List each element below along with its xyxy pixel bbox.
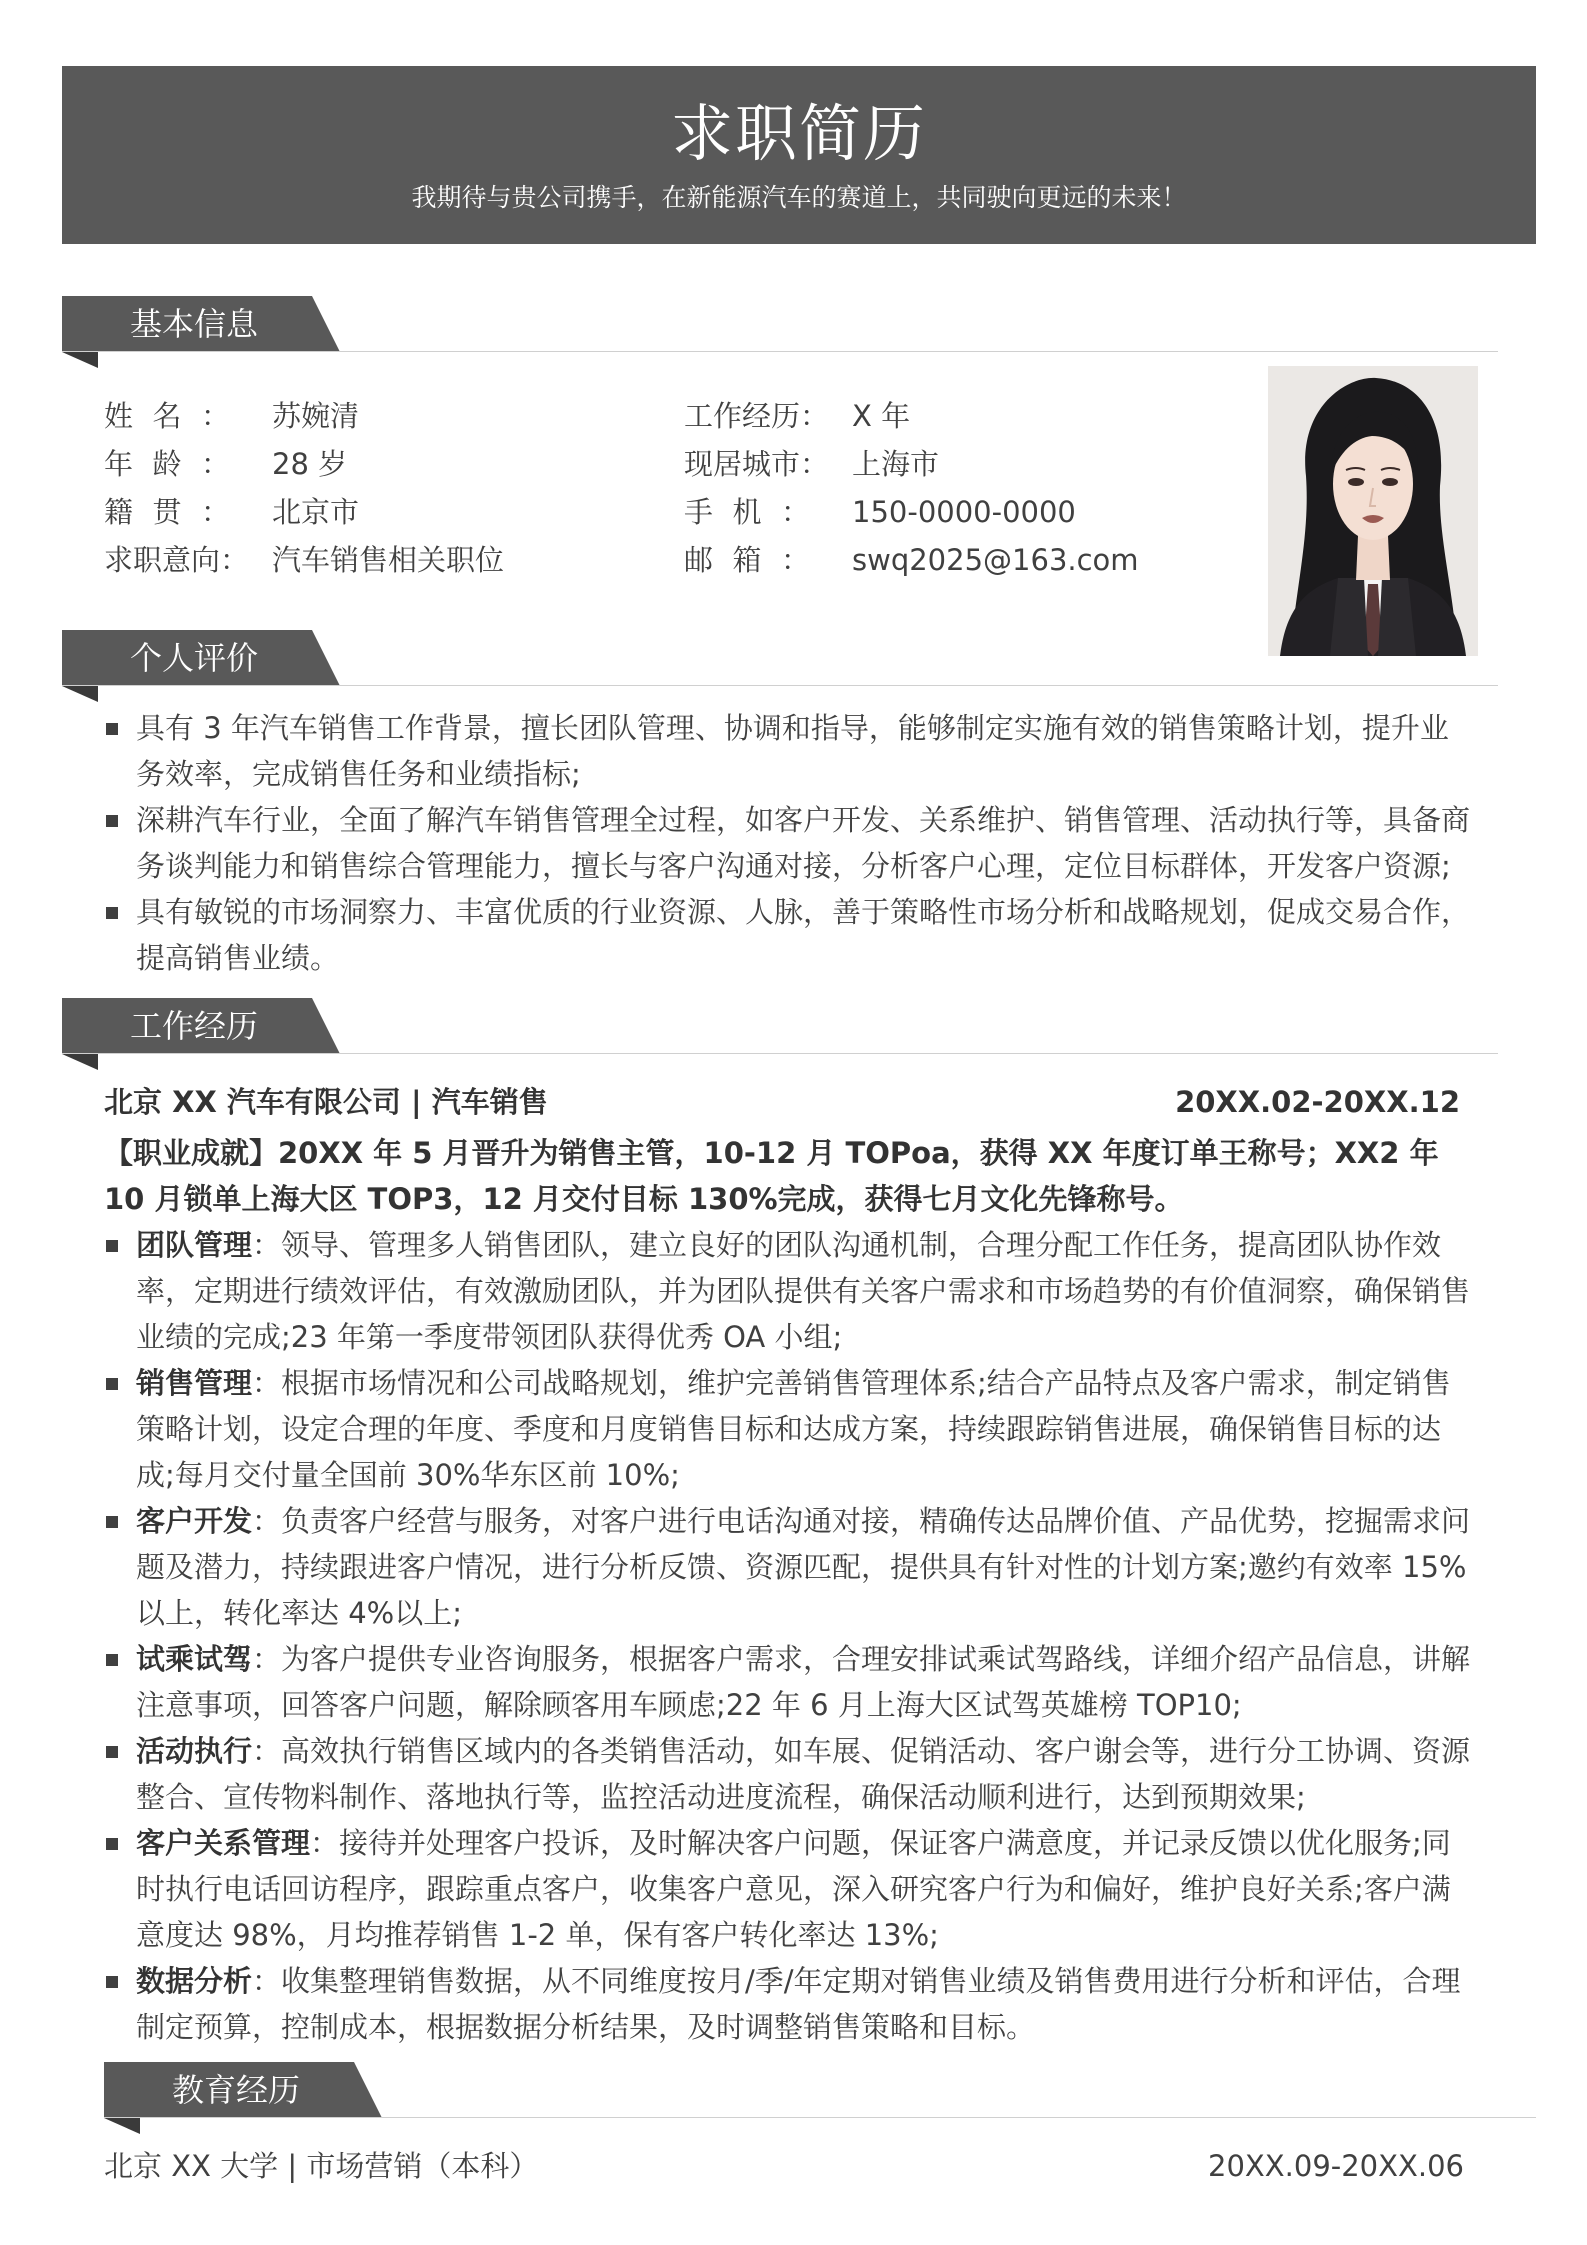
list-item: [104, 1636, 1476, 1728]
info-value: 150-0000-0000: [852, 495, 1076, 529]
list-item: [104, 1498, 1476, 1636]
duty-title: 客户开发: [136, 1504, 253, 1538]
section-tab-fold: [62, 352, 98, 368]
duty-title: 试乘试驾: [136, 1642, 253, 1676]
evaluation-list: [104, 705, 1476, 981]
duty-text: ：高效执行销售区域内的各类销售活动，如车展、促销活动、客户谢会等，进行分工协调、资源整合、宣传物料制作、落地执行等，监控活动进度流程，确保活动顺利进行，达到预期效果;: [136, 1734, 1471, 1814]
section-title-education: 教育经历: [172, 2071, 301, 2109]
section-evaluation: [62, 630, 362, 686]
info-label: 邮箱：: [684, 543, 810, 577]
info-value: 汽车销售相关职位: [272, 543, 505, 577]
resume-subtitle: 我期待与贵公司携手，在新能源汽车的赛道上，共同驶向更远的未来！: [411, 183, 1187, 212]
duty-title: 客户关系管理: [136, 1826, 311, 1860]
list-item: [104, 1958, 1476, 2050]
info-label: 现居城市：: [684, 447, 830, 481]
section-title-basic: 基本信息: [130, 305, 259, 343]
section-tab-fold: [62, 686, 98, 702]
duty-text: ：领导、管理多人销售团队，建立良好的团队沟通机制，合理分配工作任务，提高团队协作效率，定期进行绩效评估，有效激励团队，并为团队提供有关客户需求和市场趋势的有价值洞察，确保销售业绩的完成;23 年第一季度带领团队获得优秀 OA 小组;: [136, 1228, 1471, 1354]
job-company: 北京 XX 汽车有限公司 | 汽车销售: [104, 1085, 548, 1119]
header-banner: [62, 66, 1536, 244]
education-entry: [104, 2146, 1464, 2186]
info-label: 工作经历：: [684, 399, 830, 433]
section-work: [62, 998, 362, 1054]
section-tab-fold: [62, 1054, 98, 1070]
list-item: 具有敏锐的市场洞察力、丰富优质的行业资源、人脉，善于策略性市场分析和战略规划，促成交易合作，提高销售业绩。: [104, 889, 1476, 981]
section-title-evaluation: 个人评价: [130, 639, 259, 677]
duty-text: ：接待并处理客户投诉，及时解决客户问题，保证客户满意度，并记录反馈以优化服务;同时执行电话回访程序，跟踪重点客户，收集客户意见，深入研究客户行为和偏好，维护良好关系;客户满意度达 98%，月均推荐销售 1-2 单，保有客户转化率达 13%;: [136, 1826, 1451, 1952]
resume-title: 求职简历: [670, 97, 927, 170]
education-school: 北京 XX 大学 | 市场营销（本科）: [104, 2149, 539, 2183]
section-divider: [62, 685, 1498, 686]
list-item: [104, 1360, 1476, 1498]
info-label: 手机：: [684, 495, 810, 529]
portrait-illustration: [1268, 366, 1478, 656]
info-value: swq2025@163.com: [852, 543, 1139, 577]
list-item: 具有 3 年汽车销售工作背景，擅长团队管理、协调和指导，能够制定实施有效的销售策略计划，提升业务效率，完成销售任务和业绩指标;: [104, 705, 1476, 797]
duty-text: ：根据市场情况和公司战略规划，维护完善销售管理体系;结合产品特点及客户需求，制定销售策略计划，设定合理的年度、季度和月度销售目标和达成方案，持续跟踪销售进展，确保销售目标的达成;每月交付量全国前 30%华东区前 10%;: [136, 1366, 1451, 1492]
profile-photo: [1268, 366, 1478, 656]
duty-title: 团队管理: [136, 1228, 253, 1262]
info-value: 上海市: [852, 447, 940, 481]
education-period: 20XX.09-20XX.06: [1208, 2149, 1464, 2183]
list-item: [104, 1820, 1476, 1958]
info-label: 年龄：: [104, 447, 230, 481]
section-divider: [104, 2117, 1536, 2118]
info-value: 苏婉清: [272, 399, 360, 433]
duty-title: 数据分析: [136, 1964, 253, 1998]
info-value: 28 岁: [272, 447, 348, 481]
section-tab-fold: [104, 2118, 140, 2134]
info-value: 北京市: [272, 495, 360, 529]
section-title-work: 工作经历: [130, 1007, 259, 1045]
section-divider: [62, 1053, 1498, 1054]
info-value: X 年: [852, 399, 911, 433]
info-label: 求职意向：: [104, 543, 250, 577]
job-achievement: 【职业成就】20XX 年 5 月晋升为销售主管，10-12 月 TOPoa，获得 XX 年度订单王称号；XX2 年 10 月锁单上海大区 TOP3，12 月交付目标 130%完成，获得七月文化先锋称号。: [104, 1136, 1439, 1216]
section-divider: [62, 351, 1498, 352]
list-item: [104, 1728, 1476, 1820]
list-item: [104, 1222, 1476, 1360]
duty-text: ：为客户提供专业咨询服务，根据客户需求，合理安排试乘试驾路线，详细介绍产品信息，讲解注意事项，回答客户问题，解除顾客用车顾虑;22 年 6 月上海大区试驾英雄榜 TOP10;: [136, 1642, 1471, 1722]
info-label: 籍贯：: [104, 495, 230, 529]
section-basic-info: [62, 296, 362, 352]
duty-title: 活动执行: [136, 1734, 253, 1768]
duty-title: 销售管理: [136, 1366, 253, 1400]
list-item: 深耕汽车行业，全面了解汽车销售管理全过程，如客户开发、关系维护、销售管理、活动执行等，具备商务谈判能力和销售综合管理能力，擅长与客户沟通对接，分析客户心理，定位目标群体，开发客户资源;: [104, 797, 1476, 889]
info-label: 姓名：: [104, 399, 230, 433]
duty-text: ：负责客户经营与服务，对客户进行电话沟通对接，精确传达品牌价值、产品优势，挖掘需求问题及潜力，持续跟进客户情况，进行分析反馈、资源匹配，提供具有针对性的计划方案;邀约有效率 15%以上，转化率达 4%以上;: [136, 1504, 1471, 1630]
work-duties-list: [104, 1222, 1476, 2050]
job-period: 20XX.02-20XX.12: [1175, 1085, 1460, 1119]
job-header: [104, 1082, 1460, 1122]
section-education: [104, 2062, 404, 2118]
duty-text: ：收集整理销售数据，从不同维度按月/季/年定期对销售业绩及销售费用进行分析和评估，合理制定预算，控制成本，根据数据分析结果，及时调整销售策略和目标。: [136, 1964, 1461, 2044]
